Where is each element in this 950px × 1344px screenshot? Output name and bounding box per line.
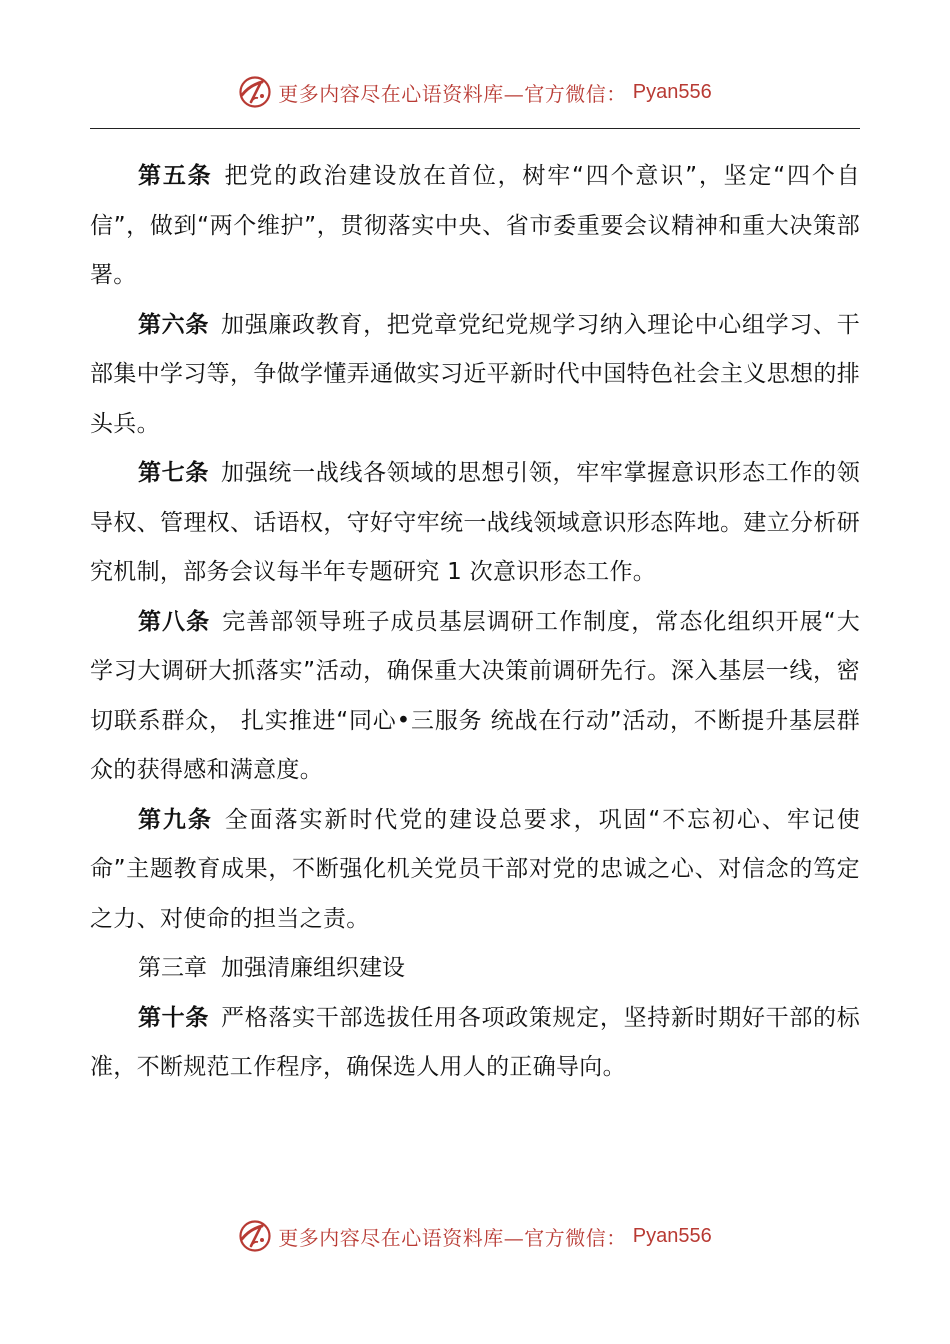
footer-banner-content	[238, 1219, 711, 1253]
article-number: 第七条	[138, 460, 210, 486]
article-number: 第八条	[138, 608, 211, 635]
banner-text: 更多内容尽在心语资料库—官方微信：	[278, 1225, 627, 1250]
article-paragraph	[90, 598, 860, 796]
banner-contact: Pyan556	[632, 1224, 712, 1247]
article-text: 加强统一战线各领域的思想引领，牢牢掌握意识形态工作的领导权、管理权、话语权，守好守牢统一战线领域意识形态阵地。建立分析研究机制，部务会议每半年专题研究 1 次意识形态工作。	[90, 460, 860, 585]
brush-logo-icon	[238, 1219, 272, 1253]
header-rule	[90, 128, 860, 129]
article-paragraph	[90, 796, 860, 945]
article-text: 完善部领导班子成员基层调研工作制度，常态化组织开展“大学习大调研大抓落实”活动，确保重大决策前调研先行。深入基层一线，密切联系群众， 扎实推进“同心•三服务 统战在行动”活动，不断提升基层群众的获得感和满意度。	[90, 608, 860, 783]
header-banner-content	[238, 75, 711, 109]
article-paragraph	[90, 449, 860, 598]
article-number: 第九条	[138, 806, 213, 833]
header-banner	[0, 70, 950, 114]
article-paragraph	[90, 301, 860, 450]
article-text: 加强廉政教育，把党章党纪党规学习纳入理论中心组学习、干部集中学习等，争做学懂弄通做实习近平新时代中国特色社会主义思想的排头兵。	[90, 311, 860, 437]
banner-contact: Pyan556	[632, 80, 712, 103]
chapter-number: 第三章	[138, 955, 207, 981]
article-text: 全面落实新时代党的建设总要求，巩固“不忘初心、牢记使命”主题教育成果，不断强化机关党员干部对党的忠诚之心、对信念的笃定之力、对使命的担当之责。	[90, 806, 860, 932]
chapter-name: 加强清廉组织建设	[221, 955, 405, 981]
footer-banner	[0, 1214, 950, 1258]
article-paragraph	[90, 994, 860, 1093]
article-number: 第十条	[138, 1004, 210, 1031]
chapter-heading	[90, 944, 860, 994]
article-text: 把党的政治建设放在首位，树牢“四个意识”，坚定“四个自信”，做到“两个维护”，贯彻落实中央、省市委重要会议精神和重大决策部署。	[90, 163, 860, 288]
document-body	[90, 152, 860, 1093]
article-number: 第五条	[138, 163, 213, 189]
brush-logo-icon	[238, 75, 272, 109]
article-paragraph	[90, 152, 860, 301]
banner-text: 更多内容尽在心语资料库—官方微信：	[278, 81, 627, 106]
article-number: 第六条	[138, 311, 210, 338]
article-text: 严格落实干部选拔任用各项政策规定，坚持新时期好干部的标准，不断规范工作程序，确保选人用人的正确导向。	[90, 1004, 860, 1080]
